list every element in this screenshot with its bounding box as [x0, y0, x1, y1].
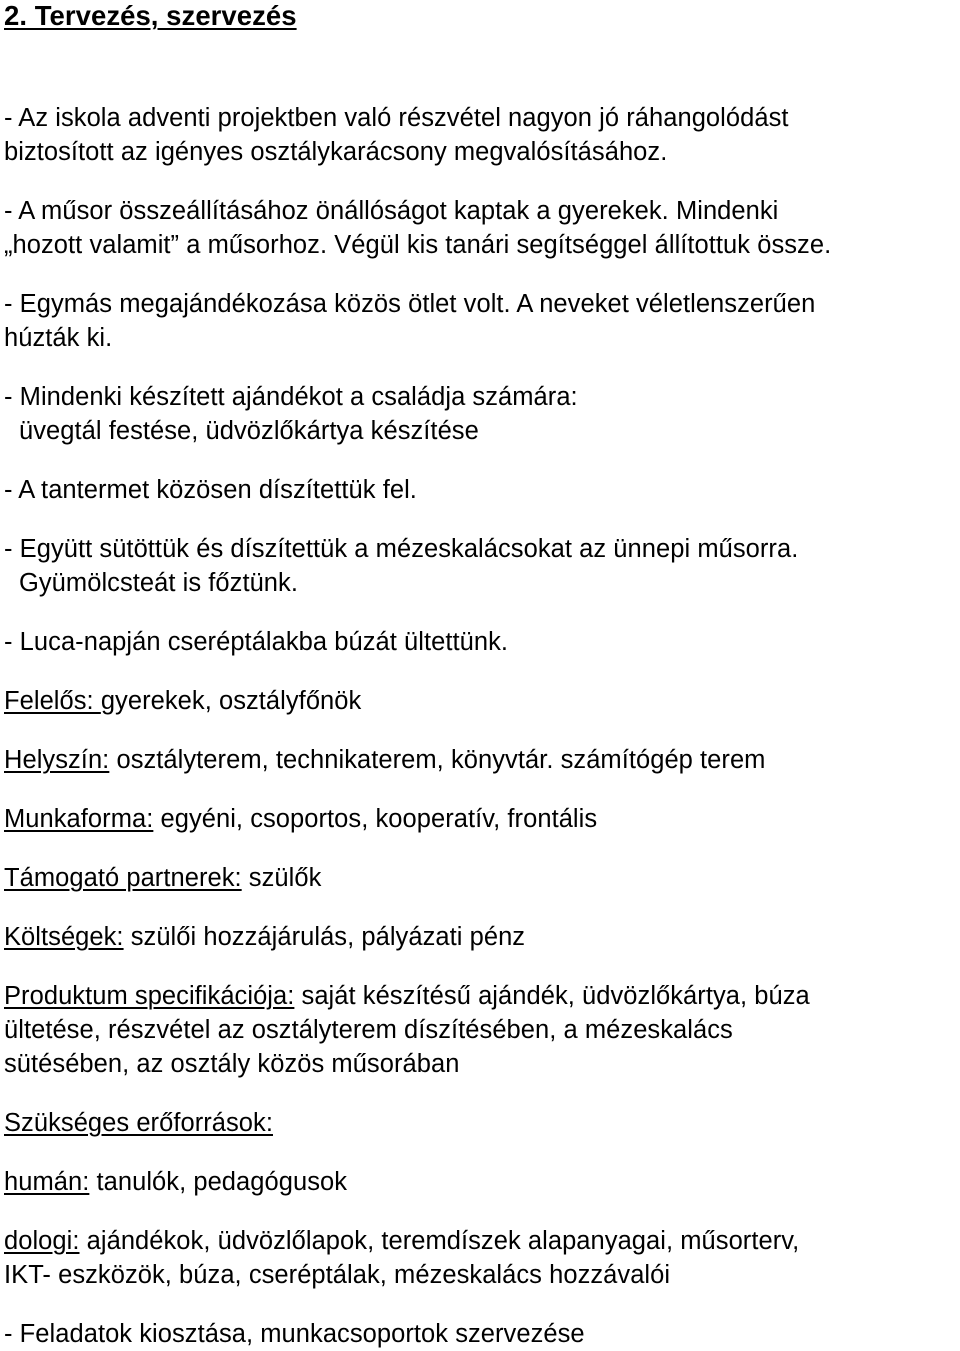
bullet-advent-line2: biztosított az igényes osztálykarácsony megvalósításához. — [4, 138, 668, 166]
bullet-ajandekozas-line2: húzták ki. — [4, 324, 113, 352]
field-eroforrasok — [4, 1107, 273, 1139]
bullet-musor-line2: „hozott valamit” a műsorhoz. Végül kis tanári segítséggel állítottuk össze. — [4, 231, 832, 259]
field-koltsegek-label: Költségek: — [4, 923, 124, 951]
field-human — [4, 1166, 347, 1198]
field-eroforrasok-label: Szükséges erőforrások: — [4, 1109, 273, 1137]
field-produktum-line3: sütésében, az osztály közös műsorában — [4, 1050, 460, 1078]
bullet-tanterem: - A tantermet közösen díszítettük fel. — [4, 476, 417, 504]
bullet-ajandek-line2: üvegtál festése, üdvözlőkártya készítése — [19, 417, 479, 445]
field-felelos — [4, 685, 361, 717]
field-helyszin — [4, 744, 765, 776]
field-munkaforma-value: egyéni, csoportos, kooperatív, frontális — [153, 805, 598, 833]
field-partnerek-value: szülők — [241, 864, 322, 892]
field-helyszin-value: osztályterem, technikaterem, könyvtár. számítógép terem — [109, 746, 766, 774]
bullet-ajandekozas-line1: - Egymás megajándékozása közös ötlet volt. A neveket véletlenszerűen — [4, 290, 816, 318]
field-produktum — [4, 980, 810, 1012]
field-human-label: humán: — [4, 1168, 90, 1196]
field-felelos-value: gyerekek, osztályfőnök — [100, 687, 362, 715]
field-produktum-line2: ültetése, részvétel az osztályterem díszítésében, a mézeskalács — [4, 1016, 733, 1044]
field-munkaforma — [4, 803, 597, 835]
bullet-ajandek-line1: - Mindenki készített ajándékot a családja számára: — [4, 383, 578, 411]
field-dologi — [4, 1225, 799, 1257]
bullet-musor-line1: - A műsor összeállításához önállóságot kaptak a gyerekek. Mindenki — [4, 197, 779, 225]
field-dologi-value: ajándékok, üdvözlőlapok, teremdíszek alapanyagai, műsorterv, — [79, 1227, 800, 1255]
field-partnerek — [4, 862, 321, 894]
bullet-luca: - Luca-napján cseréptálakba búzát ültettünk. — [4, 628, 509, 656]
field-partnerek-label: Támogató partnerek: — [4, 864, 242, 892]
field-produktum-label: Produktum specifikációja: — [4, 982, 295, 1010]
field-human-value: tanulók, pedagógusok — [89, 1168, 348, 1196]
field-koltsegek-value: szülői hozzájárulás, pályázati pénz — [123, 923, 526, 951]
section-title: 2. Tervezés, szervezés — [4, 0, 297, 31]
bullet-advent-line1: - Az iskola adventi projektben való részvétel nagyon jó ráhangolódást — [4, 104, 789, 132]
field-dologi-label: dologi: — [4, 1227, 80, 1255]
field-helyszin-label: Helyszín: — [4, 746, 110, 774]
field-dologi-line2: IKT- eszközök, búza, cseréptálak, mézeskalács hozzávalói — [4, 1261, 671, 1289]
bullet-mezeskalacs-line2: Gyümölcsteát is főztünk. — [19, 569, 298, 597]
bullet-feladatok: - Feladatok kiosztása, munkacsoportok szervezése — [4, 1320, 585, 1348]
field-produktum-value: saját készítésű ajándék, üdvözlőkártya, búza — [294, 982, 810, 1010]
field-munkaforma-label: Munkaforma: — [4, 805, 154, 833]
field-felelos-label: Felelős: — [4, 687, 101, 715]
field-koltsegek — [4, 921, 525, 953]
bullet-mezeskalacs-line1: - Együtt sütöttük és díszítettük a mézeskalácsokat az ünnepi műsorra. — [4, 535, 799, 563]
